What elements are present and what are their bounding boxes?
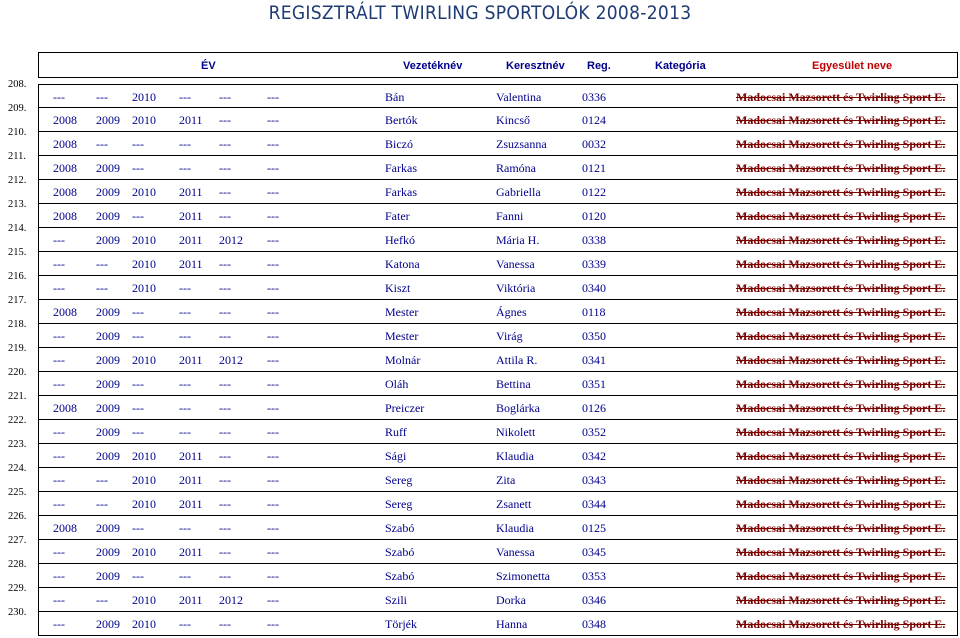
first-name-cell: Bettina: [496, 377, 531, 391]
year-cell: 2010: [132, 185, 156, 199]
year-cell: ---: [179, 329, 191, 343]
table-row: [38, 276, 958, 300]
table-row: [38, 444, 958, 468]
reg-cell: 0339: [582, 257, 606, 271]
header-kategoria: Kategória: [655, 60, 706, 72]
year-cell: ---: [219, 161, 231, 175]
club-cell: Madocsai Mazsorett és Twirling Sport E.: [736, 545, 946, 559]
last-name-cell: Biczó: [385, 137, 413, 151]
year-cell: ---: [179, 401, 191, 415]
row-number: 221.: [8, 391, 27, 402]
last-name-cell: Oláh: [385, 377, 409, 391]
table-header: [38, 52, 958, 78]
first-name-cell: Nikolett: [496, 425, 536, 439]
table-row: [38, 492, 958, 516]
year-cell: ---: [132, 425, 144, 439]
year-cell: ---: [179, 521, 191, 535]
year-cell: ---: [53, 90, 65, 104]
year-cell: ---: [219, 377, 231, 391]
year-cell: ---: [267, 425, 279, 439]
year-cell: 2008: [53, 305, 77, 319]
year-cell: ---: [53, 497, 65, 511]
first-name-cell: Hanna: [496, 617, 528, 631]
year-cell: ---: [179, 90, 191, 104]
table-row: [38, 588, 958, 612]
row-number: 216.: [8, 271, 27, 282]
year-cell: ---: [96, 257, 108, 271]
year-cell: ---: [267, 521, 279, 535]
year-cell: ---: [267, 281, 279, 295]
row-number: 222.: [8, 415, 27, 426]
first-name-cell: Klaudia: [496, 521, 534, 535]
year-cell: ---: [219, 617, 231, 631]
year-cell: ---: [96, 473, 108, 487]
table-row: [38, 132, 958, 156]
year-cell: ---: [96, 281, 108, 295]
year-cell: 2010: [132, 90, 156, 104]
reg-cell: 0341: [582, 353, 606, 367]
last-name-cell: Szabó: [385, 569, 415, 583]
year-cell: 2011: [179, 497, 203, 511]
table-row: [38, 372, 958, 396]
year-cell: ---: [53, 449, 65, 463]
year-cell: ---: [179, 281, 191, 295]
first-name-cell: Ramóna: [496, 161, 536, 175]
club-cell: Madocsai Mazsorett és Twirling Sport E.: [736, 473, 946, 487]
year-cell: 2010: [132, 545, 156, 559]
club-cell: Madocsai Mazsorett és Twirling Sport E.: [736, 185, 946, 199]
year-cell: ---: [96, 497, 108, 511]
year-cell: ---: [53, 257, 65, 271]
year-cell: ---: [179, 425, 191, 439]
last-name-cell: Mester: [385, 329, 419, 343]
last-name-cell: Mester: [385, 305, 419, 319]
year-cell: 2009: [96, 329, 120, 343]
year-cell: ---: [267, 401, 279, 415]
reg-cell: 0352: [582, 425, 606, 439]
year-cell: 2011: [179, 233, 203, 247]
reg-cell: 0351: [582, 377, 606, 391]
row-number: 225.: [8, 487, 27, 498]
reg-cell: 0032: [582, 137, 606, 151]
year-cell: ---: [267, 305, 279, 319]
year-cell: 2008: [53, 209, 77, 223]
first-name-cell: Attila R.: [496, 353, 538, 367]
year-cell: ---: [132, 521, 144, 535]
year-cell: ---: [53, 545, 65, 559]
year-cell: 2009: [96, 521, 120, 535]
row-number: 226.: [8, 511, 27, 522]
table-row: [38, 396, 958, 420]
year-cell: 2009: [96, 161, 120, 175]
year-cell: 2011: [179, 185, 203, 199]
first-name-cell: Zita: [496, 473, 516, 487]
last-name-cell: Szabó: [385, 521, 415, 535]
club-cell: Madocsai Mazsorett és Twirling Sport E.: [736, 425, 946, 439]
row-number: 227.: [8, 535, 27, 546]
year-cell: ---: [219, 305, 231, 319]
reg-cell: 0343: [582, 473, 606, 487]
year-cell: ---: [267, 473, 279, 487]
reg-cell: 0353: [582, 569, 606, 583]
year-cell: ---: [219, 329, 231, 343]
club-cell: Madocsai Mazsorett és Twirling Sport E.: [736, 569, 946, 583]
year-cell: ---: [267, 257, 279, 271]
header-ev: ÉV: [201, 60, 216, 72]
table-row: [38, 348, 958, 372]
club-cell: Madocsai Mazsorett és Twirling Sport E.: [736, 329, 946, 343]
year-cell: 2010: [132, 233, 156, 247]
club-cell: Madocsai Mazsorett és Twirling Sport E.: [736, 593, 946, 607]
year-cell: ---: [179, 617, 191, 631]
first-name-cell: Dorka: [496, 593, 526, 607]
year-cell: 2009: [96, 185, 120, 199]
reg-cell: 0120: [582, 209, 606, 223]
year-cell: ---: [267, 377, 279, 391]
last-name-cell: Szili: [385, 593, 408, 607]
last-name-cell: Hefkó: [385, 233, 415, 247]
club-cell: Madocsai Mazsorett és Twirling Sport E.: [736, 257, 946, 271]
club-cell: Madocsai Mazsorett és Twirling Sport E.: [736, 113, 946, 127]
year-cell: 2009: [96, 545, 120, 559]
club-cell: Madocsai Mazsorett és Twirling Sport E.: [736, 209, 946, 223]
reg-cell: 0348: [582, 617, 606, 631]
year-cell: ---: [132, 305, 144, 319]
year-cell: ---: [132, 161, 144, 175]
reg-cell: 0345: [582, 545, 606, 559]
row-number: 213.: [8, 199, 27, 210]
club-cell: Madocsai Mazsorett és Twirling Sport E.: [736, 377, 946, 391]
first-name-cell: Fanni: [496, 209, 524, 223]
year-cell: ---: [267, 185, 279, 199]
first-name-cell: Boglárka: [496, 401, 540, 415]
year-cell: ---: [179, 137, 191, 151]
year-cell: ---: [179, 161, 191, 175]
first-name-cell: Vanessa: [496, 545, 535, 559]
reg-cell: 0338: [582, 233, 606, 247]
last-name-cell: Ruff: [385, 425, 407, 439]
reg-cell: 0340: [582, 281, 606, 295]
club-cell: Madocsai Mazsorett és Twirling Sport E.: [736, 161, 946, 175]
last-name-cell: Bán: [385, 90, 405, 104]
first-name-cell: Virág: [496, 329, 523, 343]
year-cell: 2010: [132, 257, 156, 271]
year-cell: ---: [179, 305, 191, 319]
year-cell: 2008: [53, 185, 77, 199]
year-cell: ---: [219, 185, 231, 199]
first-name-cell: Viktória: [496, 281, 536, 295]
year-cell: 2011: [179, 545, 203, 559]
year-cell: ---: [219, 545, 231, 559]
row-number: 219.: [8, 343, 27, 354]
club-cell: Madocsai Mazsorett és Twirling Sport E.: [736, 305, 946, 319]
year-cell: 2012: [219, 593, 243, 607]
row-number: 211.: [8, 151, 26, 162]
year-cell: 2012: [219, 233, 243, 247]
year-cell: 2009: [96, 617, 120, 631]
year-cell: ---: [179, 377, 191, 391]
reg-cell: 0125: [582, 521, 606, 535]
year-cell: ---: [267, 545, 279, 559]
year-cell: 2011: [179, 473, 203, 487]
year-cell: ---: [219, 449, 231, 463]
table-row: [38, 300, 958, 324]
first-name-cell: Zsuzsanna: [496, 137, 547, 151]
year-cell: ---: [219, 401, 231, 415]
year-cell: ---: [267, 329, 279, 343]
year-cell: 2009: [96, 377, 120, 391]
club-cell: Madocsai Mazsorett és Twirling Sport E.: [736, 233, 946, 247]
year-cell: ---: [53, 425, 65, 439]
year-cell: 2012: [219, 353, 243, 367]
year-cell: 2009: [96, 401, 120, 415]
year-cell: ---: [53, 281, 65, 295]
table-row: [38, 540, 958, 564]
table-row: [38, 420, 958, 444]
year-cell: 2008: [53, 521, 77, 535]
first-name-cell: Ágnes: [496, 305, 527, 319]
header-reg: Reg.: [587, 60, 611, 72]
table-row: [38, 156, 958, 180]
year-cell: ---: [132, 401, 144, 415]
year-cell: 2009: [96, 113, 120, 127]
year-cell: ---: [267, 209, 279, 223]
table-row: [38, 468, 958, 492]
club-cell: Madocsai Mazsorett és Twirling Sport E.: [736, 521, 946, 535]
reg-cell: 0342: [582, 449, 606, 463]
year-cell: 2009: [96, 449, 120, 463]
year-cell: ---: [53, 593, 65, 607]
table-row: [38, 564, 958, 588]
year-cell: ---: [132, 329, 144, 343]
last-name-cell: Kiszt: [385, 281, 411, 295]
year-cell: ---: [267, 497, 279, 511]
year-cell: ---: [267, 353, 279, 367]
year-cell: 2010: [132, 497, 156, 511]
year-cell: 2009: [96, 209, 120, 223]
table-row: [38, 108, 958, 132]
year-cell: 2008: [53, 161, 77, 175]
year-cell: ---: [267, 233, 279, 247]
table-row: [38, 204, 958, 228]
first-name-cell: Szimonetta: [496, 569, 550, 583]
year-cell: ---: [53, 233, 65, 247]
year-cell: 2009: [96, 569, 120, 583]
year-cell: ---: [219, 425, 231, 439]
first-name-cell: Mária H.: [496, 233, 540, 247]
year-cell: 2009: [96, 353, 120, 367]
reg-cell: 0118: [582, 305, 606, 319]
year-cell: ---: [219, 113, 231, 127]
row-number: 220.: [8, 367, 27, 378]
year-cell: ---: [219, 497, 231, 511]
table-row: [38, 228, 958, 252]
year-cell: ---: [219, 521, 231, 535]
year-cell: ---: [267, 449, 279, 463]
first-name-cell: Zsanett: [496, 497, 532, 511]
year-cell: ---: [267, 137, 279, 151]
club-cell: Madocsai Mazsorett és Twirling Sport E.: [736, 90, 946, 104]
table-row: [38, 84, 958, 108]
last-name-cell: Törjék: [385, 617, 417, 631]
year-cell: 2010: [132, 281, 156, 295]
year-cell: ---: [53, 569, 65, 583]
year-cell: 2011: [179, 209, 203, 223]
year-cell: 2010: [132, 617, 156, 631]
reg-cell: 0346: [582, 593, 606, 607]
reg-cell: 0124: [582, 113, 606, 127]
reg-cell: 0122: [582, 185, 606, 199]
year-cell: ---: [53, 617, 65, 631]
header-keresztnev: Keresztnév: [506, 60, 565, 72]
first-name-cell: Gabriella: [496, 185, 541, 199]
year-cell: 2008: [53, 137, 77, 151]
year-cell: ---: [219, 257, 231, 271]
year-cell: ---: [219, 90, 231, 104]
page-title: REGISZTRÁLT TWIRLING SPORTOLÓK 2008-2013: [268, 2, 692, 24]
table-row: [38, 252, 958, 276]
last-name-cell: Farkas: [385, 185, 417, 199]
year-cell: ---: [53, 329, 65, 343]
year-cell: ---: [96, 90, 108, 104]
table-row: [38, 324, 958, 348]
year-cell: ---: [267, 593, 279, 607]
table-row: [38, 516, 958, 540]
year-cell: ---: [132, 569, 144, 583]
club-cell: Madocsai Mazsorett és Twirling Sport E.: [736, 497, 946, 511]
row-number: 212.: [8, 175, 27, 186]
row-number: 208.: [8, 79, 27, 90]
year-cell: ---: [267, 161, 279, 175]
row-number: 217.: [8, 295, 27, 306]
row-number: 209.: [8, 103, 27, 114]
row-number: 218.: [8, 319, 27, 330]
header-egyesulet: Egyesület neve: [812, 60, 893, 72]
last-name-cell: Sági: [385, 449, 407, 463]
year-cell: ---: [132, 377, 144, 391]
year-cell: 2009: [96, 425, 120, 439]
year-cell: ---: [267, 113, 279, 127]
club-cell: Madocsai Mazsorett és Twirling Sport E.: [736, 281, 946, 295]
year-cell: ---: [96, 137, 108, 151]
year-cell: 2011: [179, 257, 203, 271]
last-name-cell: Preiczer: [385, 401, 425, 415]
club-cell: Madocsai Mazsorett és Twirling Sport E.: [736, 617, 946, 631]
club-cell: Madocsai Mazsorett és Twirling Sport E.: [736, 137, 946, 151]
header-vezeteknev: Vezetéknév: [403, 60, 463, 72]
last-name-cell: Katona: [385, 257, 420, 271]
year-cell: ---: [219, 209, 231, 223]
row-number: 223.: [8, 439, 27, 450]
first-name-cell: Valentina: [496, 90, 542, 104]
reg-cell: 0350: [582, 329, 606, 343]
year-cell: 2011: [179, 353, 203, 367]
row-number: 214.: [8, 223, 27, 234]
reg-cell: 0344: [582, 497, 606, 511]
year-cell: 2008: [53, 113, 77, 127]
year-cell: ---: [267, 569, 279, 583]
year-cell: ---: [219, 137, 231, 151]
year-cell: 2011: [179, 113, 203, 127]
year-cell: 2011: [179, 449, 203, 463]
year-cell: ---: [219, 569, 231, 583]
last-name-cell: Molnár: [385, 353, 421, 367]
year-cell: 2009: [96, 305, 120, 319]
row-number: 229.: [8, 583, 27, 594]
last-name-cell: Szabó: [385, 545, 415, 559]
club-cell: Madocsai Mazsorett és Twirling Sport E.: [736, 401, 946, 415]
first-name-cell: Klaudia: [496, 449, 534, 463]
row-number: 228.: [8, 559, 27, 570]
reg-cell: 0336: [582, 90, 606, 104]
table-row: [38, 180, 958, 204]
first-name-cell: Vanessa: [496, 257, 535, 271]
year-cell: ---: [53, 473, 65, 487]
year-cell: 2010: [132, 353, 156, 367]
year-cell: ---: [53, 353, 65, 367]
year-cell: ---: [53, 377, 65, 391]
last-name-cell: Farkas: [385, 161, 417, 175]
year-cell: ---: [267, 90, 279, 104]
year-cell: ---: [179, 569, 191, 583]
row-number: 215.: [8, 247, 27, 258]
reg-cell: 0126: [582, 401, 606, 415]
last-name-cell: Sereg: [385, 473, 413, 487]
last-name-cell: Fater: [385, 209, 410, 223]
last-name-cell: Sereg: [385, 497, 413, 511]
row-number: 224.: [8, 463, 27, 474]
year-cell: 2008: [53, 401, 77, 415]
row-number: 210.: [8, 127, 27, 138]
year-cell: 2010: [132, 449, 156, 463]
year-cell: 2009: [96, 233, 120, 247]
year-cell: 2011: [179, 593, 203, 607]
year-cell: ---: [267, 617, 279, 631]
year-cell: ---: [132, 137, 144, 151]
year-cell: 2010: [132, 593, 156, 607]
first-name-cell: Kincső: [496, 113, 530, 127]
year-cell: 2010: [132, 113, 156, 127]
reg-cell: 0121: [582, 161, 606, 175]
table-row: [38, 612, 958, 636]
row-number: 230.: [8, 607, 27, 618]
year-cell: ---: [96, 593, 108, 607]
club-cell: Madocsai Mazsorett és Twirling Sport E.: [736, 353, 946, 367]
club-cell: Madocsai Mazsorett és Twirling Sport E.: [736, 449, 946, 463]
year-cell: 2010: [132, 473, 156, 487]
year-cell: ---: [219, 473, 231, 487]
year-cell: ---: [219, 281, 231, 295]
last-name-cell: Bertók: [385, 113, 418, 127]
year-cell: ---: [132, 209, 144, 223]
